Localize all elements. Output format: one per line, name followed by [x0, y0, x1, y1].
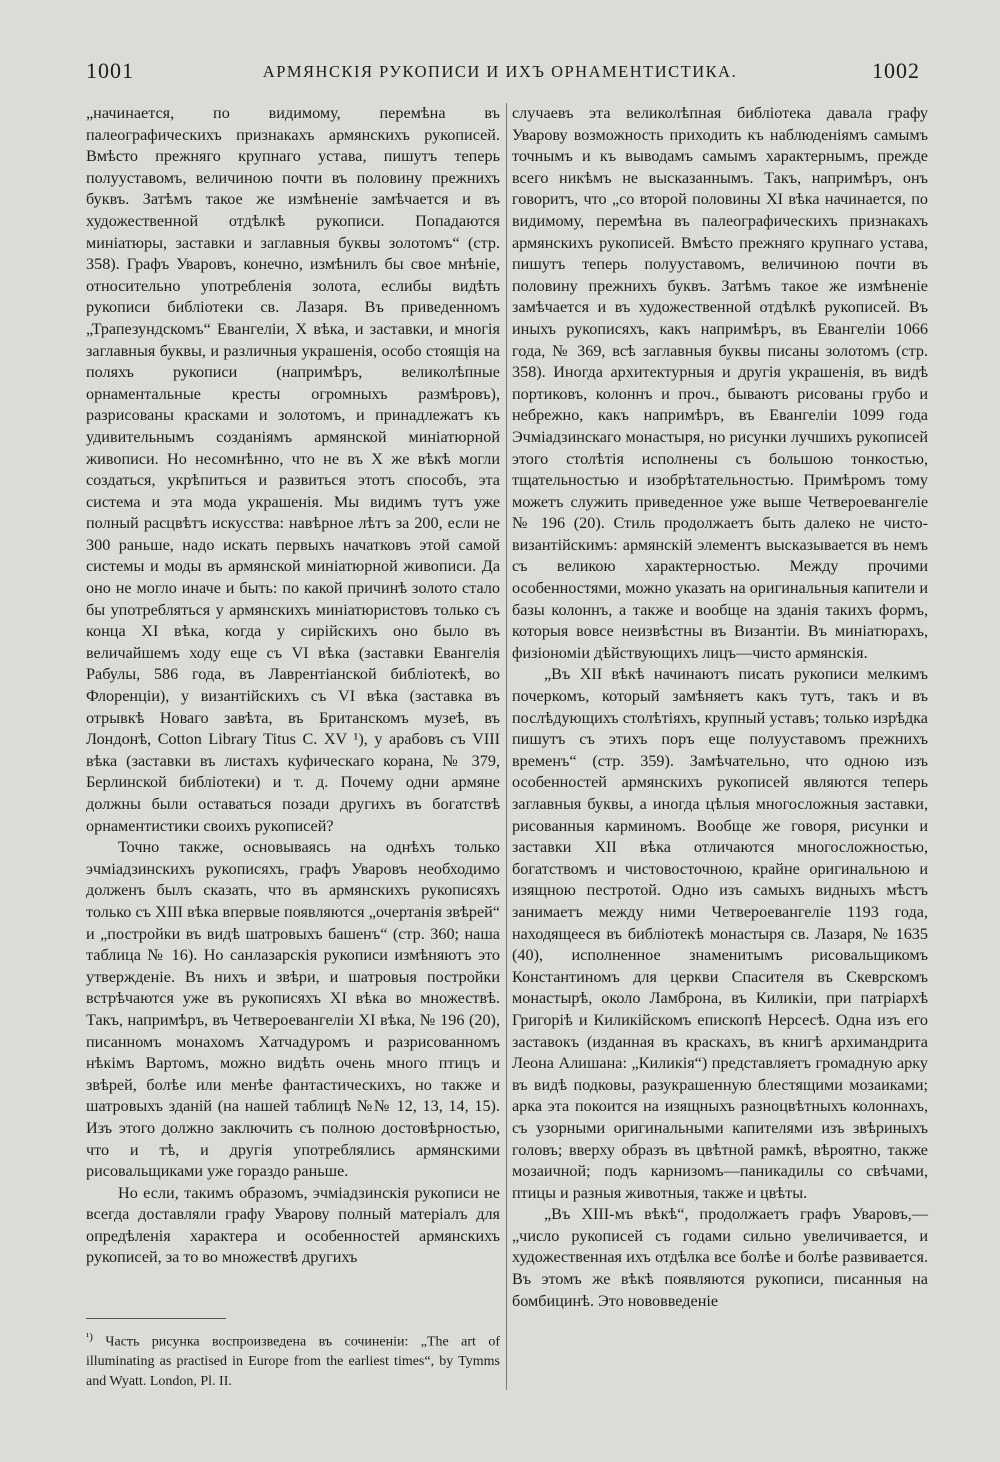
paragraph: случаевъ эта великолѣпная библіотека давала графу Уварову возможность приходить къ наблюденіямъ самымъ точнымъ и къ выводамъ самымъ характернымъ, прежде всего никѣмъ не высказаннымъ. Такъ, напримѣръ, онъ говоритъ, что „со второй половины XI вѣка начинается, по видимому, перемѣна въ палеографическихъ признакахъ армянскихъ рукописей. Вмѣсто прежняго крупнаго устава, пишутъ теперь полууставомъ, величиною почти въ половину прежнихъ буквъ. Затѣмъ такое же измѣненіе замѣчается и въ художественной отдѣлкѣ рукописей. Въ иныхъ рукописяхъ, какъ напримѣръ, въ Евангеліи 1066 года, № 369, всѣ заглавныя буквы писаны золотомъ (стр. 358). Иногда архитектурныя и другія украшенія, въ видѣ портиковъ, колоннъ и проч., бываютъ рисованы грубо и небрежно, какъ напримѣръ, въ Евангеліи 1099 года Эчміадзинскаго монастыря, но рисунки лучшихъ рукописей этого столѣтія исполнены съ большою тонкостью, тщательностью и изобрѣтательностью. Примѣромъ тому можетъ служить приведенное уже выше Четвероевангеліе № 196 (20). Стиль продолжаетъ быть далеко не чисто-византійскимъ: армянскій элементъ высказывается въ немъ съ великою характерностью. Между прочими особенностями, можно указать на оригинальныя капители и базы колоннъ, а также и вообще на зданія такихъ формъ, которыя вовсе неизвѣстны въ Византіи. Въ миніатюрахъ, физіономіи дѣйствующихъ лицъ—чисто армянскія. — [512, 104, 928, 662]
page-number-right: 1002 — [872, 58, 920, 83]
footnote-mark: ¹) — [86, 1331, 93, 1343]
right-column — [512, 103, 928, 1312]
paragraph: Точно также, основываясь на однѣхъ только эчміадзинскихъ рукописяхъ, графъ Уваровъ необходимо долженъ былъ сказать, что въ армянскихъ рукописяхъ только съ XIII вѣка впервые появляются „очертанія звѣрей“ и „постройки въ видѣ шатровыхъ башенъ“ (стр. 360; наша таблица № 16). Но санлазарскія рукописи измѣняютъ это утвержденіе. Въ нихъ и звѣри, и шатровыя постройки встрѣчаются уже въ рукописяхъ XI вѣка во множествѣ. Такъ, напримѣръ, въ Четвероевангеліи XI вѣка, № 196 (20), писанномъ монахомъ Хатчадуромъ и разрисованномъ нѣкімъ Вартомъ, можно видѣть очень много птицъ и звѣрей, болѣе или менѣе фантастическихъ, но также и шатровыхъ зданій (на нашей таблицѣ №№ 12, 13, 14, 15). Изъ этого должно заключить съ полною достовѣрностью, что и тѣ, и другія употреблялись армянскими рисовальщиками уже гораздо раньше. — [86, 838, 500, 1181]
paragraph: „Въ XIII-мъ вѣкѣ“, продолжаетъ графъ Уваровъ,—„число рукописей съ годами сильно увеличивается, и художественная ихъ отдѣлка все болѣе и болѣе развивается. Въ этомъ же вѣкѣ появляются рукописи, писанныя на бомбицинѣ. Это нововведеніе — [512, 1205, 928, 1310]
column-divider — [506, 103, 507, 1390]
left-column — [86, 103, 500, 1269]
footnote-rule — [86, 1318, 226, 1319]
paragraph: „начинается, по видимому, перемѣна въ палеографическихъ признакахъ армянскихъ рукописей. Вмѣсто прежняго крупнаго устава, пишутъ теперь полууставомъ, величиною почти въ половину прежнихъ буквъ. Затѣмъ такое же измѣненіе замѣчается и въ художественной отдѣлкѣ рукописи. Попадаются миніатюры, заставки и заглавныя буквы золотомъ“ (стр. 358). Графъ Уваровъ, конечно, измѣнилъ бы свое мнѣніе, относительно употребленія золота, еслибы видѣть рукописи библіотеки св. Лазаря. Въ приведенномъ „Трапезундскомъ“ Евангеліи, X вѣка, и заставки, и многія заглавныя буквы, и различныя украшенія, особо стоящія на поляхъ рукописи (напримѣръ, великолѣпные орнаментальные кресты огромныхъ размѣровъ), разрисованы красками и золотомъ, и принадлежатъ къ удивительнымъ созданіямъ армянской миніатюрной живописи. Но несомнѣнно, что не въ X же вѣкѣ могли создаться, укрѣпиться и развиться этотъ способъ, эта система и эта мода украшенія. Мы видимъ тутъ уже полный расцвѣтъ искусства: навѣрное лѣтъ за 200, если не 300 раньше, надо искать первыхъ начатковъ этой самой системы и моды въ армянской миніатюрной живописи. Да оно не могло иначе и быть: по какой причинѣ золото стало бы употребляться у армянскихъ миніатюристовъ только съ конца XI вѣка, когда у сирійскихъ оно было въ величайшемъ ходу еще съ VI вѣка (заставки Евангелія Рабулы, 586 года, въ Лаврентіанской библіотекѣ, во Флоренціи), у византійскихъ съ VI вѣка (заставка въ отрывкѣ Новаго завѣта, въ Британскомъ музеѣ, въ Лондонѣ, Cotton Library Titus C. XV ¹), у арабовъ съ VIII вѣка (заставки въ листахъ куфическаго корана, № 379, Берлинской библіотеки) и т. д. Почему одни армяне должны были оставаться позади другихъ въ богатствѣ орнаментистики своихъ рукописей? — [86, 104, 500, 835]
running-title: АРМЯНСКІЯ РУКОПИСИ И ИХЪ ОРНАМЕНТИСТИКА. — [262, 62, 738, 81]
paragraph: Но если, такимъ образомъ, эчміадзинскія рукописи не всегда доставляли графу Уварову полный матеріалъ для опредѣленія характера и особенностей армянскихъ рукописей, за то во множествѣ другихъ — [86, 1183, 500, 1267]
paragraph: „Въ XII вѣкѣ начинаютъ писать рукописи мелкимъ почеркомъ, который замѣняетъ какъ тутъ, такъ и въ послѣдующихъ столѣтіяхъ, крупный уставъ; только изрѣдка пишутъ съ этихъ поръ еще полууставомъ прежнихъ временъ“ (стр. 359). Замѣчательно, что одною изъ особенностей армянскихъ рукописей являются теперь заглавныя буквы, а иногда цѣлыя многосложныя заставки, рисованныя карминомъ. Вообще же говоря, рисунки и заставки XII вѣка отличаются многосложностью, богатствомъ и чистовосточною, крайне оригинальною и изящною пестротой. Одно изъ самыхъ видныхъ мѣстъ занимаетъ между ними Четвероевангеліе 1193 года, находящееся въ библіотекѣ монастыря св. Лазаря, № 1635 (40), исполненное знаменитымъ рисовальщикомъ Константиномъ для церкви Спасителя въ Скеврскомъ монастырѣ, около Ламброна, въ Киликіи, при патріархѣ Григоріѣ и Киликійскомъ епископѣ Нерсесѣ. Одна изъ его заставокъ (изданная въ краскахъ, въ книгѣ архимандрита Леона Алишана: „Киликія“) представляетъ громадную арку въ видѣ подковы, разукрашенную блестящими мозаиками; арка эта покоится на изящныхъ разноцвѣтныхъ колоннахъ, съ узорными оригинальными капителями изъ звѣриныхъ головъ; вверху образъ въ цвѣтной рамкѣ, вѣроятно, также мозаичной; подъ карнизомъ—паникадилы со свѣчами, птицы и разныя животныя, также и цвѣты. — [512, 665, 928, 1202]
page-number-left: 1001 — [86, 58, 134, 83]
footnote — [86, 1328, 500, 1391]
footnote-text: Часть рисунка воспроизведена въ сочиненіи: „The art of illuminating as practised in Europe from the earliest times“, by Tymms and Wyatt. London, Pl. II. — [86, 1334, 500, 1389]
